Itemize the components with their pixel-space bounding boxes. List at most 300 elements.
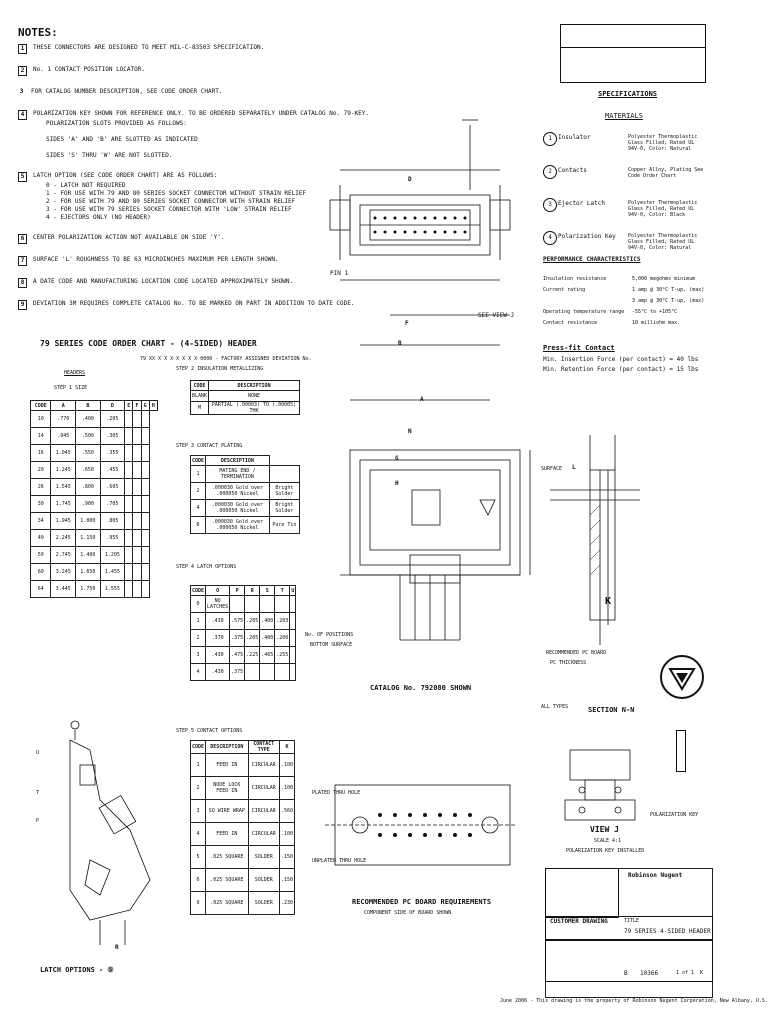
table-cell: .205 xyxy=(245,630,260,647)
table-header-cell: CODE xyxy=(191,381,209,391)
order-chart-title: 79 SERIES CODE ORDER CHART - (4-SIDED) HEADER xyxy=(40,339,257,348)
table-cell xyxy=(141,530,149,547)
note-text: No. 1 CONTACT POSITION LOCATOR. xyxy=(33,66,145,73)
specs-title: SPECIFICATIONS xyxy=(598,90,658,98)
table-cell xyxy=(141,564,149,581)
table-cell: 3 xyxy=(191,800,206,823)
table-row xyxy=(191,647,296,664)
table-cell: .100 xyxy=(279,823,294,846)
table-header-cell: S xyxy=(260,586,275,596)
table-cell: .255 xyxy=(275,647,290,664)
table-cell: 3.245 xyxy=(51,564,76,581)
table-cell: .705 xyxy=(100,496,125,513)
table-cell xyxy=(125,496,133,513)
table-row xyxy=(191,402,300,415)
note-sub-text: POLARIZATION SLOTS PROVIDED AS FOLLOWS: xyxy=(46,120,187,127)
table-cell: .430 xyxy=(206,613,230,630)
material-number: 1 xyxy=(543,132,557,146)
table-cell: 1.045 xyxy=(51,445,76,462)
table-cell xyxy=(133,530,141,547)
note-text: FOR CATALOG NUMBER DESCRIPTION, SEE CODE ORDER CHART. xyxy=(31,88,223,95)
note-text: A DATE CODE AND MANUFACTURING LOCATION CODE LOCATED APPROXIMATELY SHOWN. xyxy=(33,278,294,285)
table-header-cell: H xyxy=(149,401,157,411)
table-row xyxy=(31,513,158,530)
dim-a-label: A xyxy=(420,396,424,403)
note-sub-text: 4 - EJECTORS ONLY (NO HEADER) xyxy=(46,214,151,221)
table-cell xyxy=(125,581,133,598)
note-number: 7 xyxy=(18,256,27,266)
latch-table xyxy=(190,585,296,681)
material-label: Insulator xyxy=(558,134,591,141)
surface-label: SURFACE xyxy=(541,466,563,472)
table-cell: .900 xyxy=(76,496,101,513)
bottom-surface-label: BOTTOM SURFACE xyxy=(310,642,353,648)
table-row xyxy=(191,754,295,777)
table-cell: .025 SQUARE xyxy=(206,892,249,915)
table-cell xyxy=(125,547,133,564)
table-cell: PARTIAL (.00003) TO (.00005) THK xyxy=(209,402,300,415)
table-cell xyxy=(141,411,149,428)
table-cell xyxy=(141,445,149,462)
table-cell: .575 xyxy=(230,613,245,630)
view-j-scale: SCALE 4:1 xyxy=(594,838,622,844)
table-row xyxy=(191,892,295,915)
note-item xyxy=(18,234,224,244)
table-cell: .200 xyxy=(275,630,290,647)
headers-label: HEADERS xyxy=(64,370,86,376)
table-cell: .475 xyxy=(230,647,245,664)
perf-label: Operating temperature range xyxy=(543,309,625,315)
table-cell: 6 xyxy=(191,869,206,892)
step5-label: STEP 5 CONTACT OPTIONS xyxy=(176,728,243,734)
table-row xyxy=(31,411,158,428)
dim-f-label: F xyxy=(405,320,409,327)
note-number: 3 xyxy=(19,88,24,95)
polarization-key-label: POLARIZATION KEY xyxy=(650,812,699,818)
step4-label: STEP 4 LATCH OPTIONS xyxy=(176,564,237,570)
note-number: 5 xyxy=(18,172,27,182)
table-row xyxy=(31,547,158,564)
pressfit-line-2: Min. Retention Force (per contact) = 15 lbs xyxy=(543,366,699,373)
table-cell xyxy=(133,428,141,445)
step2-label: STEP 2 INSULATION METALLIZING xyxy=(176,366,264,372)
table-row xyxy=(191,483,300,500)
table-cell: 1.745 xyxy=(51,496,76,513)
note-text: POLARIZATION KEY SHOWN FOR REFERENCE ONLY. TO BE ORDERED SEPARATELY UNDER CATALOG No. 79-KEY. xyxy=(33,110,369,117)
table-cell xyxy=(133,564,141,581)
table-cell: .400 xyxy=(76,411,101,428)
table-cell: .650 xyxy=(76,462,101,479)
table-cell xyxy=(141,547,149,564)
table-cell: 2 xyxy=(191,483,206,500)
logo-mark-icon xyxy=(662,657,702,697)
note-sub-text: 0 - LATCH NOT REQUIRED xyxy=(46,182,126,189)
table-cell: SOLDER xyxy=(248,892,279,915)
table-row xyxy=(191,630,296,647)
table-cell: .225 xyxy=(245,647,260,664)
note-number: 6 xyxy=(18,234,27,244)
table-cell: .605 xyxy=(100,479,125,496)
table-cell: 2 xyxy=(191,777,206,800)
table-cell: .230 xyxy=(279,892,294,915)
table-cell xyxy=(260,596,275,613)
table-cell: 1 xyxy=(191,754,206,777)
table-cell: 16 xyxy=(31,445,51,462)
table-cell: 1.650 xyxy=(76,564,101,581)
note-number: 9 xyxy=(18,300,27,310)
table-header-cell: B xyxy=(76,401,101,411)
table-header-row xyxy=(31,401,158,411)
table-cell: .430 xyxy=(206,664,230,681)
table-cell xyxy=(133,462,141,479)
note-text: THESE CONNECTORS ARE DESIGNED TO MEET MIL-C-83503 SPECIFICATION. xyxy=(33,44,265,51)
note-text: CENTER POLARIZATION ACTION NOT AVAILABLE ON SIDE 'Y'. xyxy=(33,234,225,241)
table-row xyxy=(191,596,296,613)
table-header-row xyxy=(191,381,300,391)
perf-label: Insulation resistance xyxy=(543,276,607,282)
material-value: Polyester Thermoplastic Glass Filled, Rated UL 94V-0, Color: Natural xyxy=(628,233,698,251)
table-cell: NODE LOCK FEED IN xyxy=(206,777,249,800)
table-cell xyxy=(133,479,141,496)
table-row xyxy=(31,530,158,547)
table-cell: .000030 Gold over .000050 Nickel xyxy=(206,517,270,534)
table-row xyxy=(31,564,158,581)
table-header-cell: CONTACT TYPE xyxy=(248,741,279,754)
table-row xyxy=(191,664,296,681)
latch-r-label: R xyxy=(115,944,119,951)
note-number: 2 xyxy=(18,66,27,76)
note-item xyxy=(18,88,222,96)
table-cell: CIRCULAR xyxy=(248,754,279,777)
material-number: 2 xyxy=(543,165,557,179)
polarization-key-part xyxy=(676,730,686,772)
dim-b-label: B xyxy=(398,340,402,347)
pressfit-title: Press-fit Contact xyxy=(543,344,615,352)
table-cell: .770 xyxy=(51,411,76,428)
note-number: 4 xyxy=(18,110,27,120)
step1-label: STEP 1 SIZE xyxy=(54,385,88,391)
table-cell: NO LATCHES xyxy=(206,596,230,613)
table-cell: FEED IN xyxy=(206,823,249,846)
table-cell xyxy=(269,466,299,483)
table-header-cell: CODE xyxy=(191,741,206,754)
dim-k-label: K xyxy=(605,596,612,607)
table-cell: .455 xyxy=(100,462,125,479)
table-row xyxy=(191,517,300,534)
table-cell xyxy=(141,496,149,513)
table-cell: .465 xyxy=(260,647,275,664)
table-cell xyxy=(141,479,149,496)
note-text: DEVIATION 3M REQUIRES COMPLETE CATALOG No. TO BE MARKED ON PART IN ADDITION TO DATE CODE. xyxy=(33,300,355,307)
company-name: Robinson Nugent xyxy=(628,872,683,879)
table-header-cell: T xyxy=(275,586,290,596)
latch-options-label: LATCH OPTIONS - ⑤ xyxy=(40,966,114,974)
table-cell xyxy=(125,513,133,530)
dim-g-label: G xyxy=(395,455,399,462)
table-header-cell: A xyxy=(51,401,76,411)
table-cell: .305 xyxy=(100,428,125,445)
note-text: LATCH OPTION (SEE CODE ORDER CHART) ARE AS FOLLOWS: xyxy=(33,172,218,179)
table-cell: 30 xyxy=(31,496,51,513)
table-header-cell: G xyxy=(141,401,149,411)
table-cell: .400 xyxy=(260,630,275,647)
sheet-number: 1 of 1 xyxy=(676,970,695,976)
table-cell: CIRCULAR xyxy=(248,823,279,846)
table-header-row xyxy=(191,741,295,754)
table-cell xyxy=(141,581,149,598)
copyright-notice: June 2006 - This drawing is the property of Robinson Nugent Corporation, New Albany, U.S. xyxy=(500,998,768,1004)
table-cell: 1.455 xyxy=(100,564,125,581)
table-cell: 2.745 xyxy=(51,547,76,564)
table-cell: BLANK xyxy=(191,391,209,402)
recommended-label: RECOMMENDED PC BOARD xyxy=(546,650,607,656)
note-sub-text: 2 - FOR USE WITH 79 AND 80 SERIES SOCKET CONNECTOR WITH STRAIN RELIEF xyxy=(46,198,296,205)
table-row xyxy=(191,500,300,517)
table-cell xyxy=(125,411,133,428)
table-cell: 0 xyxy=(191,596,206,613)
note-item xyxy=(18,256,279,266)
table-cell xyxy=(125,428,133,445)
table-cell: 50 xyxy=(31,547,51,564)
perf-value: -55°C to +105°C xyxy=(632,309,678,315)
table-cell: 9 xyxy=(191,892,206,915)
dim-h-label: H xyxy=(395,480,399,487)
table-cell xyxy=(275,596,290,613)
perf-value: 3 amp @ 30°C T-up, (max) xyxy=(632,298,705,304)
table-row xyxy=(191,777,295,800)
note-sub-text: SIDES 'A' AND 'B' ARE SLOTTED AS INDICATED xyxy=(46,136,198,143)
table-cell: 34 xyxy=(31,513,51,530)
contact-table xyxy=(190,740,295,915)
table-cell: .150 xyxy=(279,846,294,869)
table-row xyxy=(31,462,158,479)
notes-title: NOTES: xyxy=(18,26,58,39)
table-header-cell: U xyxy=(291,587,295,594)
table-cell: 40 xyxy=(31,530,51,547)
perf-value: 5,000 megohms minimum xyxy=(632,276,696,282)
table-cell xyxy=(133,496,141,513)
table-cell: .375 xyxy=(230,664,245,681)
table-row xyxy=(191,869,295,892)
table-row xyxy=(31,428,158,445)
table-row xyxy=(31,581,158,598)
table-header-row xyxy=(191,586,296,596)
unplated-thru-label: UNPLATED THRU HOLE xyxy=(312,858,367,864)
table-row xyxy=(191,613,296,630)
table-cell xyxy=(290,613,296,630)
table-cell: CIRCULAR xyxy=(248,777,279,800)
view-j-note: POLARIZATION KEY INSTALLED xyxy=(566,848,645,854)
table-cell: 3 xyxy=(191,647,206,664)
table-cell: 10 xyxy=(31,411,51,428)
table-header-row xyxy=(191,456,300,466)
material-number: 3 xyxy=(543,198,557,212)
table-cell: 4 xyxy=(191,823,206,846)
table-row xyxy=(31,479,158,496)
drawing-title: 79 SERIES 4-SIDED HEADER xyxy=(624,928,711,935)
table-cell xyxy=(133,411,141,428)
table-header-cell: DESCRIPTION xyxy=(206,741,249,754)
table-cell xyxy=(230,596,245,613)
table-cell: .000030 Gold over .000050 Nickel xyxy=(206,483,270,500)
table-header-cell: DESCRIPTION xyxy=(206,456,270,466)
size-letter: B xyxy=(624,970,628,977)
title-block-approvals xyxy=(545,868,619,918)
top-header-drawing xyxy=(300,100,550,360)
table-cell xyxy=(275,664,290,681)
table-cell: .205 xyxy=(100,411,125,428)
note-sub-text: 3 - FOR USE WITH 79 SERIES SOCKET CONNECTOR WITH 'LOW' STRAIN RELIEF xyxy=(46,206,292,213)
material-value: Polyester Thermoplastic Glass Filled, Rated UL 94V-0, Color: Black xyxy=(628,200,698,218)
metallizing-table xyxy=(190,380,300,415)
section-nn-label: SECTION N-N xyxy=(588,706,635,714)
table-header-cell: F xyxy=(133,401,141,411)
table-cell: .805 xyxy=(100,513,125,530)
table-cell: 1.150 xyxy=(76,530,101,547)
table-cell xyxy=(260,664,275,681)
table-cell: 5 xyxy=(191,846,206,869)
table-cell xyxy=(290,630,296,647)
table-row xyxy=(191,391,300,402)
table-header-cell: D xyxy=(100,401,125,411)
table-cell: 1.205 xyxy=(100,547,125,564)
table-cell: .550 xyxy=(76,445,101,462)
note-sub-text: SIDES 'S' THRU 'W' ARE NOT SLOTTED. xyxy=(46,152,173,159)
positions-label: No. OF POSITIONS xyxy=(305,632,354,638)
table-cell: Bright Solder xyxy=(269,500,299,517)
table-header-cell: O xyxy=(206,586,230,596)
table-cell: 1 xyxy=(191,466,206,483)
table-row xyxy=(31,445,158,462)
table-cell: .430 xyxy=(206,647,230,664)
table-cell xyxy=(245,596,260,613)
table-cell xyxy=(290,647,296,664)
table-cell xyxy=(133,581,141,598)
table-cell: FEED IN xyxy=(206,754,249,777)
table-header-cell: CODE xyxy=(31,401,51,411)
latch-t-label: T xyxy=(36,790,40,796)
view-j-label: VIEW J xyxy=(590,825,619,834)
table-cell: 1.555 xyxy=(100,581,125,598)
size-table xyxy=(30,400,158,598)
material-label: Contacts xyxy=(558,167,587,174)
company-logo xyxy=(660,655,704,699)
table-cell: 1.545 xyxy=(51,479,76,496)
table-cell: .025 SQUARE xyxy=(206,869,249,892)
materials-title: MATERIALS xyxy=(605,112,643,120)
table-row xyxy=(191,823,295,846)
table-cell xyxy=(125,530,133,547)
table-cell: 3.445 xyxy=(51,581,76,598)
table-cell: 1 xyxy=(191,613,206,630)
performance-title: PERFORMANCE CHARACTERISTICS xyxy=(543,256,641,263)
table-header-cell: K xyxy=(279,741,294,754)
pc-board-subtitle: COMPONENT SIDE OF BOARD SHOWN xyxy=(364,910,452,916)
see-view-label: SEE VIEW J xyxy=(478,312,515,319)
catalog-pattern: 79 XX X X X X X X X 0000 - FACTORY ASSIGNED DEVIATION No. xyxy=(140,356,312,362)
thickness-label: PC THICKNESS xyxy=(550,660,587,666)
plating-table xyxy=(190,455,300,534)
table-cell: 1.000 xyxy=(76,513,101,530)
table-cell xyxy=(133,513,141,530)
note-item xyxy=(18,66,145,76)
table-header-cell: P xyxy=(230,586,245,596)
table-row xyxy=(191,846,295,869)
table-cell: MATING END / TERMINATION xyxy=(206,466,270,483)
catalog-shown-label: CATALOG No. 792080 SHOWN xyxy=(370,684,472,692)
table-cell: CIRCULAR xyxy=(248,800,279,823)
table-cell: NONE xyxy=(209,391,300,402)
table-header-cell: DESCRIPTION xyxy=(209,381,300,391)
table-cell: SQ WIRE WRAP xyxy=(206,800,249,823)
table-cell: SOLDER xyxy=(248,846,279,869)
table-cell: 20 xyxy=(31,462,51,479)
perf-value: 10 milliohm max. xyxy=(632,320,681,326)
table-cell: Pure Tin xyxy=(269,517,299,534)
table-header-cell: E xyxy=(125,401,133,411)
material-value: Copper Alloy, Plating See Code Order Chart xyxy=(628,167,704,179)
table-cell: .355 xyxy=(100,445,125,462)
table-cell: 14 xyxy=(31,428,51,445)
dim-n-label: N xyxy=(408,428,412,435)
latch-options-drawing xyxy=(30,720,160,950)
table-cell xyxy=(133,445,141,462)
table-cell: 6 xyxy=(191,517,206,534)
revision-block-lower xyxy=(560,36,706,83)
customer-drawing-label: CUSTOMER DRAWING xyxy=(550,918,608,925)
table-cell: 60 xyxy=(31,564,51,581)
table-cell: Bright Solder xyxy=(269,483,299,500)
table-header-cell: CODE xyxy=(192,457,205,464)
table-cell: 64 xyxy=(31,581,51,598)
table-row xyxy=(31,496,158,513)
perf-value: 1 amp @ 30°C T-up, (max) xyxy=(632,287,705,293)
table-cell: 4 xyxy=(191,500,206,517)
table-cell: 2 xyxy=(191,630,206,647)
note-item xyxy=(18,44,264,54)
table-cell: SOLDER xyxy=(248,869,279,892)
table-cell: .150 xyxy=(279,869,294,892)
table-cell: 1.245 xyxy=(51,462,76,479)
note-sub-text: 1 - FOR USE WITH 79 AND 80 SERIES SOCKET CONNECTOR WITHOUT STRAIN RELIEF xyxy=(46,190,307,197)
dim-l-label: L xyxy=(572,464,576,471)
section-nn-drawing xyxy=(540,395,650,665)
table-header-cell: R xyxy=(245,586,260,596)
dim-d-label: D xyxy=(408,176,412,183)
material-number: 4 xyxy=(543,231,557,245)
table-row xyxy=(191,466,300,483)
table-cell: .500 xyxy=(76,428,101,445)
material-value: Polyester Thermoplastic Glass Filled, Rated UL 94V-0, Color: Natural xyxy=(628,134,698,152)
table-cell xyxy=(141,428,149,445)
material-label: Ejector Latch xyxy=(558,200,605,207)
table-cell: 1.750 xyxy=(76,581,101,598)
table-cell: .025 SQUARE xyxy=(206,846,249,869)
plated-thru-label: PLATED THRU HOLE xyxy=(312,790,361,796)
table-cell: 2.245 xyxy=(51,530,76,547)
table-cell: .203 xyxy=(275,613,290,630)
table-cell xyxy=(141,462,149,479)
table-cell: .945 xyxy=(51,428,76,445)
note-item xyxy=(18,172,306,222)
table-cell xyxy=(125,479,133,496)
pc-board-drawing xyxy=(305,755,520,890)
table-cell: 1.945 xyxy=(51,513,76,530)
material-label: Polarization Key xyxy=(558,233,616,240)
table-cell xyxy=(141,513,149,530)
table-cell: 26 xyxy=(31,479,51,496)
table-cell: .955 xyxy=(100,530,125,547)
